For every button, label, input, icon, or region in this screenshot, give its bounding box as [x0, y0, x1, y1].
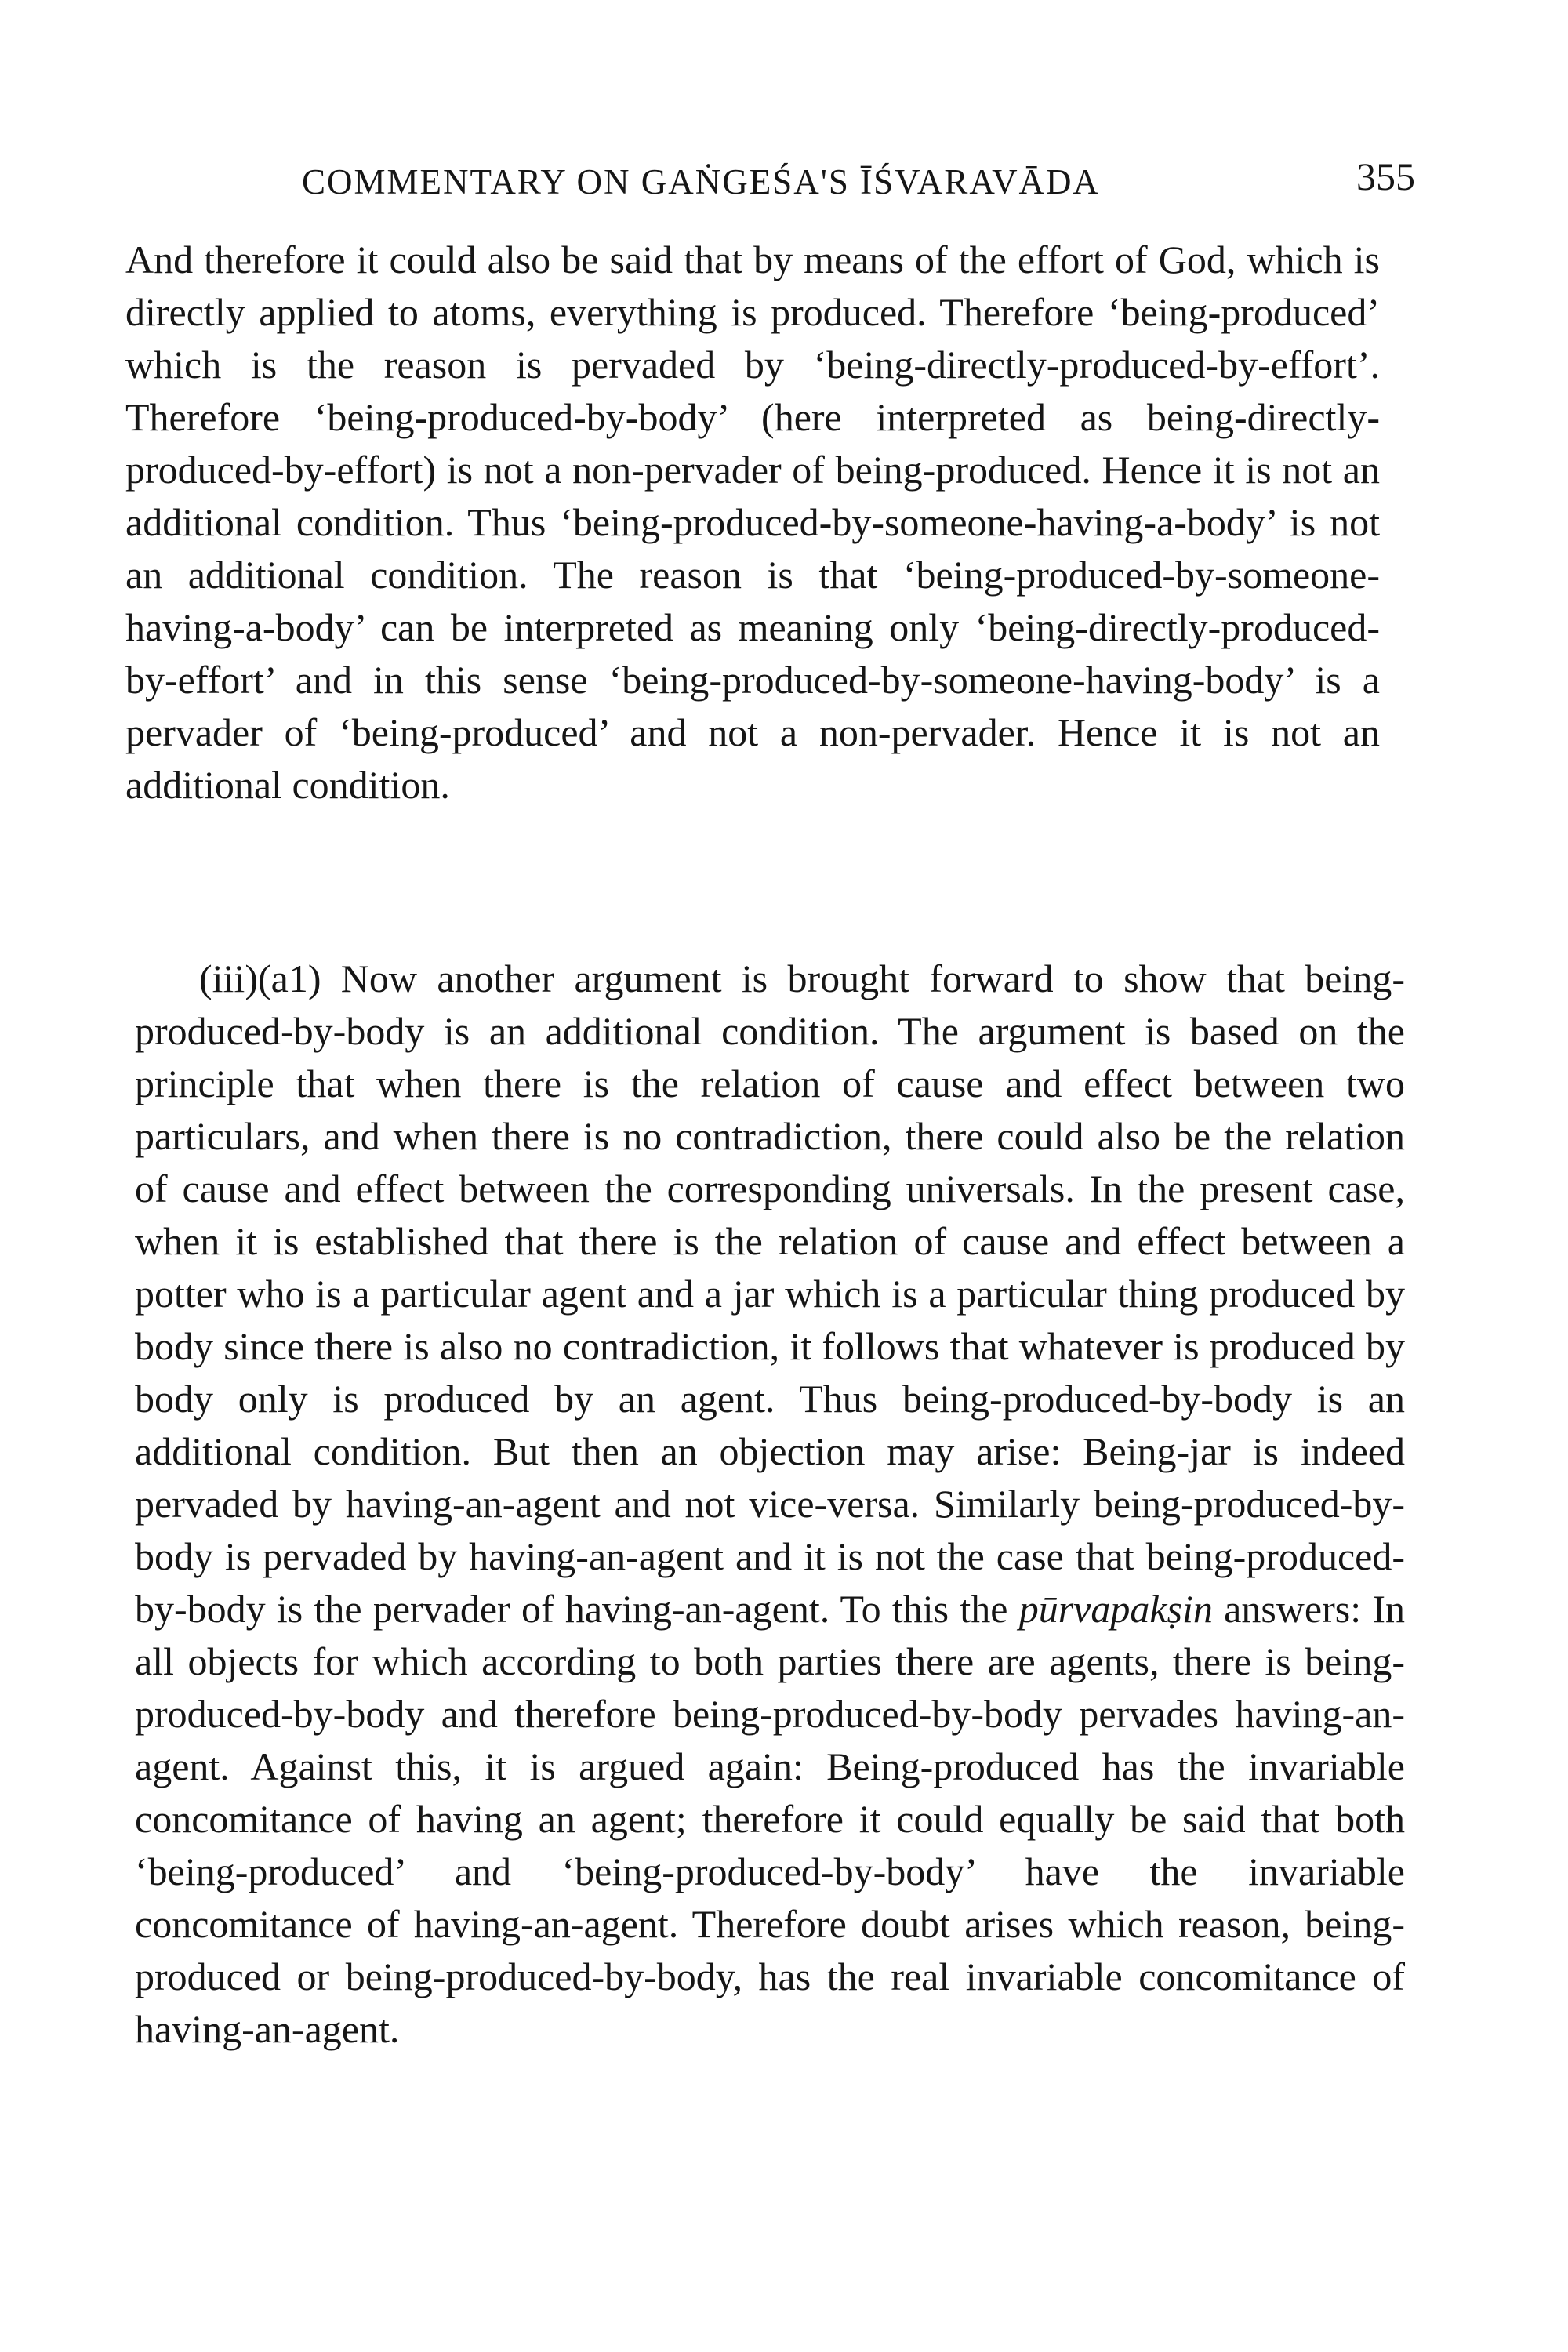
running-title: COMMENTARY ON GAṄGEŚA'S ĪŚVARAVĀDA	[302, 162, 1101, 201]
paragraph-2-part-2: answers: In all objects for which according to both parties there are agents, there is being-produced-by-body and therefore being-produced-by-body pervades having-an-agent. Against this, it is argued again: Being-produced has the invariable concomitance of having an agent; therefore it could equally be said that both ‘being-produced’ and ‘being-produced-by-body’ have the invariable concomitance of having-an-agent. Therefore doubt arises which reason, being-produced or being-produced-by-body, has the real invariable concomitance of having-an-agent.	[135, 1587, 1405, 2051]
paragraph-2-part-1: (iii)(a1) Now another argument is brought forward to show that being-produced-by-body is an additional condition. The argument is based on the principle that when there is the relation of cause and effect between two particulars, and when there is no contradiction, there could also be the relation of cause and effect between the corresponding universals. In the present case, when it is established that there is the relation of cause and effect between a potter who is a particular agent and a jar which is a particular thing produced by body since there is also no contradiction, it follows that whatever is produced by body only is produced by an agent. Thus being-produced-by-body is an additional condition. But then an objection may arise: Being-jar is indeed pervaded by having-an-agent and not vice-versa. Similarly being-produced-by-body is pervaded by having-an-agent and it is not the case that being-produced-by-body is the pervader of having-an-agent. To this the	[135, 956, 1405, 1631]
paragraph-2	[135, 953, 1405, 2056]
running-head	[302, 154, 1415, 209]
paragraph-1: And therefore it could also be said that by means of the effort of God, which is directly applied to atoms, everything is produced. Therefore ‘being-produced’ which is the reason is pervaded by ‘being-directly-produced-by-effort’. Therefore ‘being-produced-by-body’ (here interpreted as being-directly-produced-by-effort) is not a non-pervader of being-produced. Hence it is not an additional condition. Thus ‘being-produced-by-someone-having-a-body’ is not an additional condition. The reason is that ‘being-produced-by-someone-having-a-body’ can be interpreted as meaning only ‘being-directly-produced-by-effort’ and in this sense ‘being-produced-by-someone-having-body’ is a pervader of ‘being-produced’ and not a non-pervader. Hence it is not an additional condition.	[125, 238, 1380, 807]
page-number: 355	[1356, 154, 1415, 198]
italic-term: pūrvapakṣin	[1018, 1587, 1213, 1631]
